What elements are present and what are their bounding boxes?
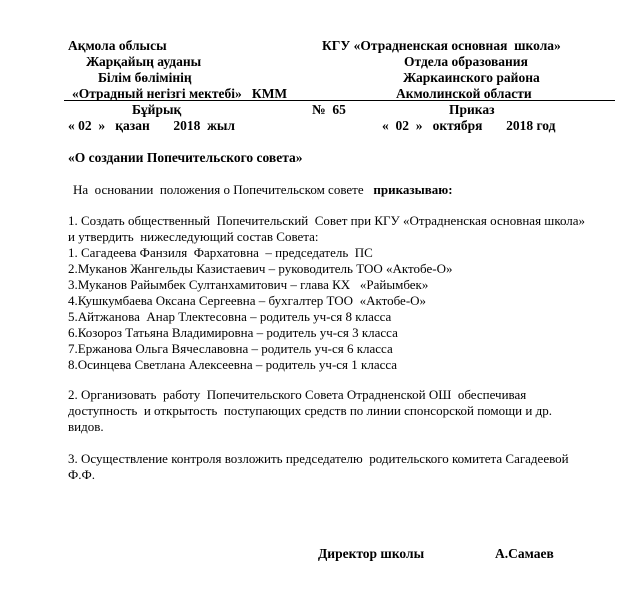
header-right-line-2: Отдела образования xyxy=(404,54,528,69)
order-date-ru: « 02 » октября 2018 год xyxy=(382,118,556,133)
header-right-line-1: КГУ «Отрадненская основная школа» xyxy=(322,38,561,53)
member-4: 4.Кушкумбаева Оксана Сергеевна – бухгалтер ТОО «Актобе-О» xyxy=(68,293,427,308)
header-right-line-3: Жаркаинского района xyxy=(403,70,540,85)
header-right-line-4: Акмолинской области xyxy=(396,86,532,101)
item1-line-1: 1. Создать общественный Попечительский Совет при КГУ «Отрадненская основная школа» xyxy=(68,213,586,228)
header-left-line-1: Ақмола облысы xyxy=(68,38,167,53)
item2-line-3: видов. xyxy=(68,419,104,434)
header-left-line-4: «Отрадный негізгі мектебі» КММ xyxy=(72,86,288,101)
header-divider xyxy=(64,100,615,101)
preamble xyxy=(73,182,453,198)
member-5: 5.Айтжанова Анар Тлектесовна – родитель уч-ся 8 класса xyxy=(68,309,392,324)
preamble-bold: приказываю: xyxy=(373,182,453,197)
order-label-kz: Бұйрық xyxy=(132,102,182,117)
item2-line-2: доступность и открытость поступающих средств по линии спонсорской помощи и др. xyxy=(68,403,552,418)
member-1: 1. Сагадеева Фанзиля Фархатовна – председатель ПС xyxy=(68,245,373,260)
member-3: 3.Муканов Райымбек Султанхамитович – глава КХ «Райымбек» xyxy=(68,277,429,292)
item2-line-1: 2. Организовать работу Попечительского Совета Отрадненской ОШ обеспечивая xyxy=(68,387,527,402)
signature-position: Директор школы xyxy=(318,546,425,561)
signature-name: А.Самаев xyxy=(495,546,554,561)
order-number: № 65 xyxy=(312,102,346,117)
preamble-text: На основании положения о Попечительском совете xyxy=(73,182,374,197)
item1-line-2: и утвердить нижеследующий состав Совета: xyxy=(68,229,319,244)
header-left-line-3: Білім бөлімінің xyxy=(98,70,192,85)
header-left-line-2: Жарқайың ауданы xyxy=(86,54,202,69)
member-6: 6.Козороз Татьяна Владимировна – родитель уч-ся 3 класса xyxy=(68,325,398,340)
document-title: «О создании Попечительского совета» xyxy=(68,150,303,165)
order-date-kz: « 02 » қазан 2018 жыл xyxy=(68,118,236,133)
order-label-ru: Приказ xyxy=(449,102,495,117)
item3-line-2: Ф.Ф. xyxy=(68,467,96,482)
item3-line-1: 3. Осуществление контроля возложить председателю родительского комитета Сагадеевой xyxy=(68,451,569,466)
member-2: 2.Муканов Жангельды Казистаевич – руководитель ТОО «Актобе-О» xyxy=(68,261,453,276)
member-7: 7.Ержанова Ольга Вячеславовна – родитель уч-ся 6 класса xyxy=(68,341,393,356)
member-8: 8.Осинцева Светлана Алексеевна – родитель уч-ся 1 класса xyxy=(68,357,398,372)
